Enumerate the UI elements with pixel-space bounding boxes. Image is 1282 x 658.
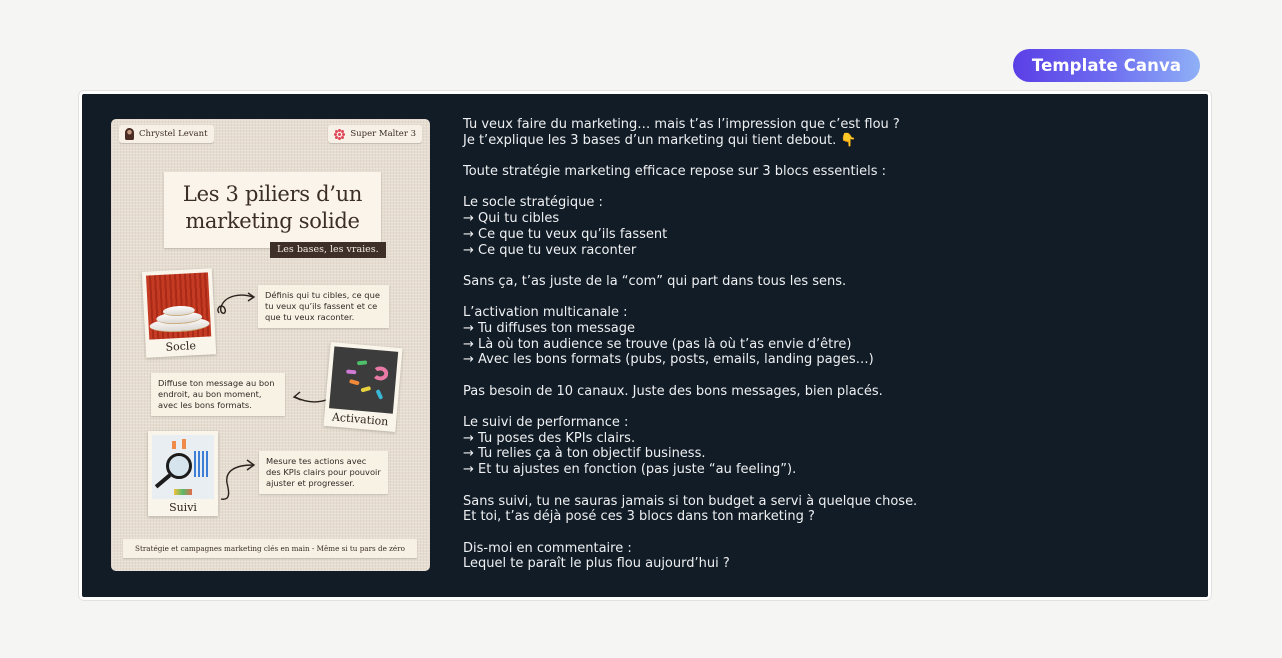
post-line: → Ce que tu veux qu’ils fassent [463,226,668,242]
note-line: ajuster et progresser. [266,477,355,488]
note-line: Diffuse ton message au bon [158,378,275,388]
poster-title-line-1: Les 3 piliers d’un [182,182,363,206]
paragraph-gap [463,258,983,274]
author-avatar-icon [125,128,134,140]
pillar-photo-suivi [148,431,218,516]
post-line: Pas besoin de 10 canaux. Juste des bons messages, bien placés. [463,383,883,399]
note-line: avec les bons formats. [158,399,252,410]
brand-name: Super Malter 3 [350,129,416,139]
author-name: Chrystel Levant [139,129,208,139]
pillar-note-activation [151,373,285,416]
pillar-caption: Suivi [169,501,197,514]
post-line: → Ce que tu veux raconter [463,242,637,258]
post-line: Je t’explique les 3 bases d’un marketing qui tient debout. 👇 [463,132,857,148]
poster-footer: Stratégie et campagnes marketing clés en main - Même si tu pars de zéro [123,539,417,558]
post-line: Dis-moi en commentaire : [463,540,632,556]
post-line: Le suivi de performance : [463,415,629,431]
paragraph-gap [463,290,983,306]
post-line: Le socle stratégique : [463,195,603,211]
brand-logo-icon [334,129,345,140]
carousel-cover-image [111,119,430,571]
post-line: → Avec les bons formats (pubs, posts, emails, landing pages…) [463,352,874,368]
post-line: → Qui tu cibles [463,211,560,227]
post-line: Tu veux faire du marketing… mais t’as l’impression que c’est flou ? [463,117,900,132]
magnifier-image-icon [152,435,214,499]
brand-chip [328,125,422,143]
template-canva-badge[interactable]: Template Canva [1013,49,1200,82]
post-line: → Là où ton audience se trouve (pas là où t’as envie d’être) [463,336,852,352]
poster-title-line-2: marketing solide [185,209,360,233]
author-chip [119,125,214,143]
paragraph-gap [463,148,983,164]
paragraph-gap [463,525,983,541]
paragraph-gap [463,368,983,384]
pillar-note-socle [258,285,389,328]
squiggle-arrow-icon [217,455,259,505]
note-line: Mesure tes actions avec [266,456,367,466]
pillar-photo-activation [323,342,402,432]
post-line: → Tu diffuses ton message [463,320,635,336]
paragraph-gap [463,478,983,494]
post-line: Lequel te paraît le plus flou aujourd’hui ? [463,556,730,572]
note-line: que tu veux raconter. [265,311,355,322]
pillar-caption: Activation [331,410,389,429]
post-line: Sans ça, t’as juste de la “com” qui part dans tous les sens. [463,273,847,289]
podium-image-icon [146,272,211,339]
post-line: → Tu relies ça à ton objectif business. [463,446,706,462]
pillar-photo-socle [142,268,216,358]
post-line: L’activation multicanale : [463,305,628,321]
paragraph-gap [463,399,983,415]
note-line: Définis qui tu cibles, ce que [265,290,380,300]
post-line: → Et tu ajustes en fonction (pas juste “au feeling”). [463,462,797,478]
post-caption-text [463,117,983,572]
post-line: Sans suivi, tu ne sauras jamais si ton budget a servi à quelque chose. [463,493,918,509]
poster-title-card [164,172,381,248]
paragraph-gap [463,180,983,196]
note-line: tu veux qu’ils fassent et ce [265,300,378,311]
poster-subtitle: Les bases, les vraies. [270,242,386,258]
pillar-note-suivi [259,451,388,494]
note-line: des KPIs clairs pour pouvoir [266,466,381,477]
post-line: Et toi, t’as déjà posé ces 3 blocs dans ton marketing ? [463,509,815,525]
post-line: Toute stratégie marketing efficace repose sur 3 blocs essentiels : [463,164,887,180]
curly-arrow-icon [215,289,259,319]
post-line: → Tu poses des KPIs clairs. [463,430,636,446]
note-line: endroit, au bon moment, [158,388,262,399]
magnet-image-icon [329,346,398,413]
pillar-caption: Socle [165,339,197,354]
